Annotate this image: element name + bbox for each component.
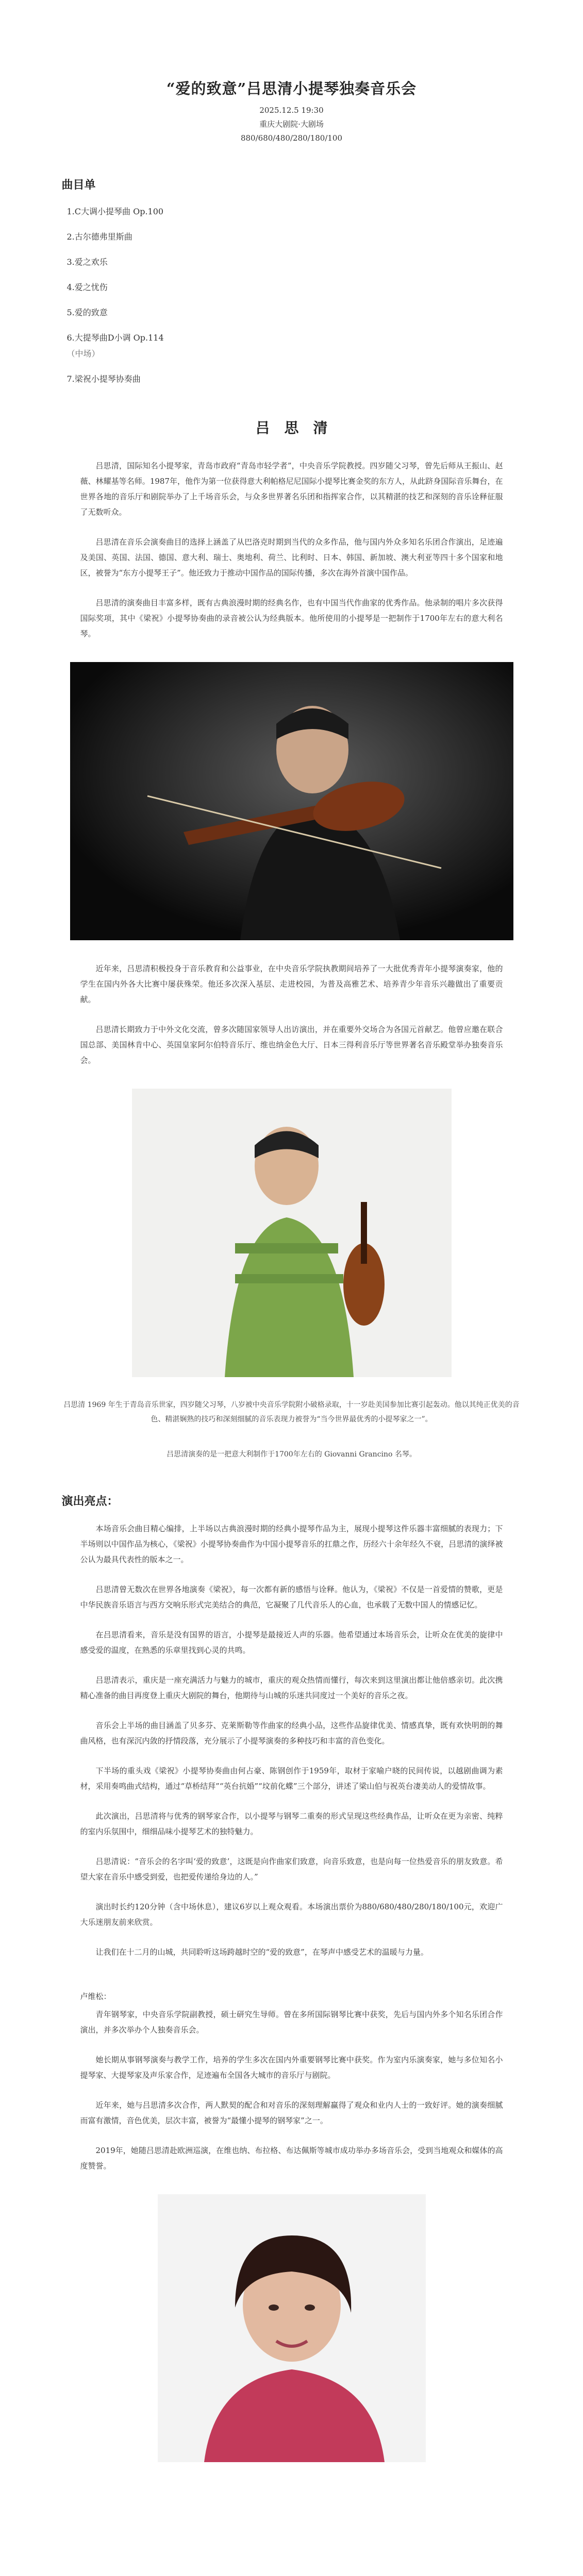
repertoire-heading: 曲目单: [61, 178, 96, 192]
repertoire-item: 7.梁祝小提琴协奏曲: [66, 374, 141, 384]
highlight-paragraph: 吕思清说：“音乐会的名字叫‘爱的致意’，这既是向作曲家们致意，向音乐致意，也是向每一位热爱音乐的朋友致意。希望大家在音乐中感受到爱，也把爱传递给身边的人。”: [80, 1857, 503, 1882]
highlights-body: [60, 1521, 524, 1960]
highlight-paragraph: 下半场的重头戏《梁祝》小提琴协奏曲由何占豪、陈钢创作于1959年，取材于家喻户晓的民间传说，以越剧曲调为素材，采用奏鸣曲式结构，通过“草桥结拜”“英台抗婚”“坟前化蝶”三个部分，讲述了梁山伯与祝英台凄美动人的爱情故事。: [80, 1766, 503, 1791]
concert-header: [60, 0, 524, 145]
bio-paragraph: 吕思清在音乐会演奏曲目的选择上涵盖了从巴洛克时期到当代的众多作品，他与国内外众多知名乐团合作演出，足迹遍及美国、英国、法国、德国、意大利、瑞士、奥地利、荷兰、比利时、日本、韩国、新加坡、澳大利亚等四十多个国家和地区，被誉为“东方小提琴王子”。他还致力于推动中国作品的国际传播，多次在海外首演中国作品。: [80, 537, 503, 578]
bio-footnote: 吕思清演奏的是一把意大利制作于1700年左右的 Giovanni Grancino 名琴。: [166, 1450, 417, 1459]
pianist-paragraph: 2019年，她随吕思清赴欧洲巡演，在维也纳、布拉格、布达佩斯等城市成功举办多场音乐会，受到当地观众和媒体的高度赞誉。: [80, 2146, 503, 2171]
repertoire-item: 5.爱的致意: [66, 308, 108, 317]
repertoire-intermission: （中场）: [66, 349, 100, 359]
highlight-paragraph: 吕思清曾无数次在世界各地演奏《梁祝》，每一次都有新的感悟与诠释。他认为，《梁祝》不仅是一首爱情的赞歌，更是中华民族音乐语言与西方交响乐形式完美结合的典范，它凝聚了几代音乐人的心血，也承载了无数中国人的情感记忆。: [80, 1585, 503, 1609]
bio-paragraph: 近年来，吕思清积极投身于音乐教育和公益事业，在中央音乐学院执教期间培养了一大批优秀青年小提琴演奏家，他的学生在国内外各大比赛中屡获殊荣。他还多次深入基层、走进校园，为普及高雅艺术、培养青少年音乐兴趣做出了重要贡献。: [80, 964, 503, 1004]
bio-intro: [60, 458, 524, 641]
highlight-paragraph: 让我们在十二月的山城，共同聆听这场跨越时空的“爱的致意”，在琴声中感受艺术的温暖与力量。: [95, 1947, 428, 1957]
pianist-paragraph: 近年来，她与吕思清多次合作，两人默契的配合和对音乐的深刻理解赢得了观众和业内人士的一致好评。她的演奏细腻而富有激情，音色优美，层次丰富，被誉为“最懂小提琴的钢琴家”之一。: [80, 2100, 503, 2125]
highlight-paragraph: 此次演出，吕思清将与优秀的钢琴家合作，以小提琴与钢琴二重奏的形式呈现这些经典作品，让听众在更为亲密、纯粹的室内乐氛围中，细细品味小提琴艺术的独特魅力。: [80, 1811, 503, 1836]
bio-title: 吕思清: [255, 419, 342, 436]
photo-caption: 吕思清 1969 年生于青岛音乐世家，四岁随父习琴，八岁被中央音乐学院附小破格录取，十一岁赴美国参加比赛引起轰动。他以其纯正优美的音色、精湛娴熟的技巧和深刻细腻的音乐表现力被誉为“当今世界最优秀的小提琴家之一”。: [63, 1401, 520, 1423]
pianist-body: [60, 2007, 524, 2174]
photo-violinist-dark: [70, 662, 513, 940]
photo-violinist-light: [132, 1089, 452, 1377]
bio-paragraph: 吕思清，国际知名小提琴家，青岛市政府“青岛市轻学者”，中央音乐学院教授。四岁随父习琴，曾先后师从王振山、赵薇、林耀基等名师。1987年，他作为第一位获得意大利帕格尼尼国际小提琴比赛金奖的东方人，从此跻身国际音乐舞台，在世界各地的音乐厅和剧院举办了上千场音乐会，与众多世界著名乐团和指挥家合作，以其精湛的技艺和深刻的音乐诠释征服了无数听众。: [80, 461, 503, 517]
highlight-paragraph: 在吕思清看来，音乐是没有国界的语言，小提琴是最接近人声的乐器。他希望通过本场音乐会，让听众在优美的旋律中感受爱的温度，在熟悉的乐章里找到心灵的共鸣。: [80, 1630, 503, 1655]
pianist-label: 卢维松：: [80, 1992, 111, 2001]
highlight-paragraph: 音乐会上半场的曲目涵盖了贝多芬、克莱斯勒等作曲家的经典小品，这些作品旋律优美、情感真挚，既有欢快明朗的舞曲风格，也有深沉内敛的抒情段落，充分展示了小提琴演奏的多种技巧和丰富的音色变化。: [80, 1721, 503, 1745]
concert-venue: 重庆大剧院·大剧场: [259, 120, 324, 129]
highlight-paragraph: 本场音乐会曲目精心编排，上半场以古典浪漫时期的经典小提琴作品为主，展现小提琴这件乐器丰富细腻的表现力；下半场则以中国作品为核心，《梁祝》小提琴协奏曲作为中国小提琴音乐的扛鼎之作，历经六十余年经久不衰，吕思清的演绎被公认为最具代表性的版本之一。: [80, 1524, 503, 1564]
highlight-paragraph: 演出时长约120分钟（含中场休息），建议6岁以上观众观看。本场演出票价为880/680/480/280/180/100元，欢迎广大乐迷朋友前来欣赏。: [80, 1902, 503, 1927]
pianist-paragraph: 她长期从事钢琴演奏与教学工作，培养的学生多次在国内外重要钢琴比赛中获奖。作为室内乐演奏家，她与多位知名小提琴家、大提琴家及声乐家合作，足迹遍布全国各大城市的音乐厅与剧院。: [80, 2055, 503, 2080]
bio-paragraph: 吕思清长期致力于中外文化交流，曾多次随国家领导人出访演出，并在重要外交场合为各国元首献艺。他曾应邀在联合国总部、美国林肯中心、英国皇家阿尔伯特音乐厅、维也纳金色大厅、日本三得利音乐厅等世界著名音乐殿堂举办独奏音乐会。: [80, 1025, 503, 1065]
concert-date: 2025.12.5 19:30: [259, 106, 324, 115]
photo-pianist: [158, 2194, 426, 2462]
pianist-paragraph: 青年钢琴家，中央音乐学院副教授，硕士研究生导师。曾在多所国际钢琴比赛中获奖，先后与国内外多个知名乐团合作演出，并多次举办个人独奏音乐会。: [80, 2010, 503, 2035]
bio-middle: [60, 961, 524, 1068]
highlight-paragraph: 吕思清表示，重庆是一座充满活力与魅力的城市，重庆的观众热情而懂行，每次来到这里演出都让他倍感亲切。此次携精心准备的曲目再度登上重庆大剧院的舞台，他期待与山城的乐迷共同度过一个美好的音乐之夜。: [80, 1675, 503, 1700]
repertoire-item: 2.古尔德弗里斯曲: [66, 232, 132, 242]
concert-prices: 880/680/480/280/180/100: [240, 133, 343, 143]
repertoire-item: 4.爱之忧伤: [66, 282, 108, 292]
repertoire-item: 3.爱之欢乐: [66, 257, 108, 267]
repertoire-item: 6.大提琴曲D小调 Op.114: [66, 333, 164, 343]
repertoire-list: [60, 205, 524, 386]
concert-title: “爱的致意”吕思清小提琴独奏音乐会: [166, 80, 417, 97]
bio-paragraph: 吕思清的演奏曲目丰富多样，既有古典浪漫时期的经典名作，也有中国当代作曲家的优秀作品。他录制的唱片多次获得国际奖项，其中《梁祝》小提琴协奏曲的录音被公认为经典版本。他所使用的小提琴是一把制作于1700年左右的意大利名琴。: [80, 598, 503, 638]
repertoire-item: 1.C大调小提琴曲 Op.100: [66, 207, 164, 216]
highlights-heading: 演出亮点：: [61, 1495, 119, 1508]
